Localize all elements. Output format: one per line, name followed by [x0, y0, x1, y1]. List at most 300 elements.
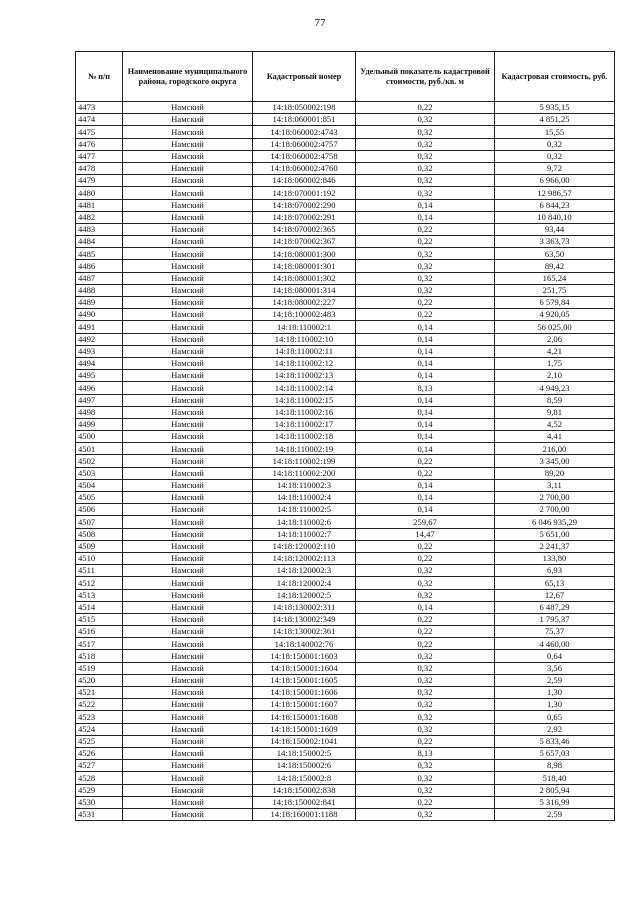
cadastral-number-cell: 14:18:080001:300 [253, 248, 356, 260]
row-number: 4500 [76, 431, 123, 443]
header-rate: Удельный показатель кадастровой стоимости, руб./кв. м [356, 52, 495, 102]
municipality-cell: Намский [123, 650, 253, 662]
rate-cell: 0,22 [356, 626, 495, 638]
table-row [76, 699, 615, 711]
rate-cell: 0,32 [356, 138, 495, 150]
municipality-cell: Намский [123, 260, 253, 272]
municipality-cell: Намский [123, 394, 253, 406]
row-number: 4528 [76, 772, 123, 784]
rate-cell: 0,22 [356, 223, 495, 235]
rate-cell: 0,32 [356, 150, 495, 162]
value-cell: 6,93 [495, 565, 615, 577]
municipality-cell: Намский [123, 418, 253, 430]
rate-cell: 0,14 [356, 431, 495, 443]
value-cell: 3,11 [495, 479, 615, 491]
value-cell: 12 986,57 [495, 187, 615, 199]
value-cell: 8,98 [495, 760, 615, 772]
cadastral-number-cell: 14:18:120002:113 [253, 552, 356, 564]
municipality-cell: Намский [123, 345, 253, 357]
municipality-cell: Намский [123, 187, 253, 199]
value-cell: 3 345,00 [495, 455, 615, 467]
rate-cell: 0,14 [356, 479, 495, 491]
row-number: 4507 [76, 516, 123, 528]
value-cell: 6 844,23 [495, 199, 615, 211]
table-row [76, 309, 615, 321]
row-number: 4506 [76, 504, 123, 516]
value-cell: 4 851,25 [495, 114, 615, 126]
row-number: 4517 [76, 638, 123, 650]
value-cell: 2 700,00 [495, 504, 615, 516]
cadastral-number-cell: 14:18:110002:14 [253, 382, 356, 394]
cadastral-number-cell: 14:18:120002:3 [253, 565, 356, 577]
cadastral-number-cell: 14:18:150001:1606 [253, 687, 356, 699]
row-number: 4473 [76, 102, 123, 114]
rate-cell: 0,32 [356, 126, 495, 138]
rate-cell: 0,32 [356, 272, 495, 284]
municipality-cell: Намский [123, 613, 253, 625]
rate-cell: 0,32 [356, 162, 495, 174]
table-body [76, 102, 615, 821]
header-num: № п/п [76, 52, 123, 102]
cadastral-number-cell: 14:18:120002:110 [253, 540, 356, 552]
cadastral-number-cell: 14:18:110002:200 [253, 467, 356, 479]
rate-cell: 0,22 [356, 796, 495, 808]
header-cadastral-number: Кадастровый номер [253, 52, 356, 102]
cadastral-number-cell: 14:18:050002:198 [253, 102, 356, 114]
rate-cell: 0,32 [356, 674, 495, 686]
row-number: 4519 [76, 662, 123, 674]
rate-cell: 0,14 [356, 199, 495, 211]
cadastral-number-cell: 14:18:140002:76 [253, 638, 356, 650]
row-number: 4522 [76, 699, 123, 711]
table-row [76, 406, 615, 418]
value-cell: 1,30 [495, 687, 615, 699]
row-number: 4523 [76, 711, 123, 723]
cadastral-number-cell: 14:18:150002:5 [253, 747, 356, 759]
value-cell: 5 657,03 [495, 747, 615, 759]
table-row [76, 638, 615, 650]
row-number: 4515 [76, 613, 123, 625]
municipality-cell: Намский [123, 772, 253, 784]
cadastral-number-cell: 14:18:080001:302 [253, 272, 356, 284]
table-row [76, 662, 615, 674]
row-number: 4504 [76, 479, 123, 491]
table-row [76, 735, 615, 747]
table-row [76, 589, 615, 601]
cadastral-number-cell: 14:18:110002:18 [253, 431, 356, 443]
row-number: 4488 [76, 284, 123, 296]
cadastral-number-cell: 14:18:150001:1607 [253, 699, 356, 711]
cadastral-number-cell: 14:18:150002:1041 [253, 735, 356, 747]
table-row [76, 162, 615, 174]
table-row [76, 711, 615, 723]
table-row [76, 126, 615, 138]
municipality-cell: Намский [123, 674, 253, 686]
table-row [76, 540, 615, 552]
rate-cell: 0,14 [356, 321, 495, 333]
municipality-cell: Намский [123, 711, 253, 723]
rate-cell: 0,32 [356, 260, 495, 272]
municipality-cell: Намский [123, 492, 253, 504]
cadastral-number-cell: 14:18:110002:17 [253, 418, 356, 430]
cadastral-number-cell: 14:18:110002:6 [253, 516, 356, 528]
municipality-cell: Намский [123, 199, 253, 211]
rate-cell: 0,32 [356, 175, 495, 187]
cadastral-number-cell: 14:18:120002:5 [253, 589, 356, 601]
cadastral-number-cell: 14:18:150001:1605 [253, 674, 356, 686]
municipality-cell: Намский [123, 272, 253, 284]
table-row [76, 187, 615, 199]
row-number: 4475 [76, 126, 123, 138]
rate-cell: 0,14 [356, 394, 495, 406]
municipality-cell: Намский [123, 162, 253, 174]
rate-cell: 0,14 [356, 504, 495, 516]
row-number: 4481 [76, 199, 123, 211]
value-cell: 2,10 [495, 370, 615, 382]
value-cell: 1 795,37 [495, 613, 615, 625]
table-row [76, 479, 615, 491]
cadastral-number-cell: 14:18:150001:1609 [253, 723, 356, 735]
table-row [76, 626, 615, 638]
value-cell: 89,20 [495, 467, 615, 479]
value-cell: 4,41 [495, 431, 615, 443]
row-number: 4485 [76, 248, 123, 260]
value-cell: 518,40 [495, 772, 615, 784]
municipality-cell: Намский [123, 467, 253, 479]
table-row [76, 223, 615, 235]
table-row [76, 297, 615, 309]
municipality-cell: Намский [123, 406, 253, 418]
table-row [76, 528, 615, 540]
value-cell: 12,67 [495, 589, 615, 601]
table-row [76, 431, 615, 443]
municipality-cell: Намский [123, 540, 253, 552]
table-row [76, 284, 615, 296]
row-number: 4477 [76, 150, 123, 162]
row-number: 4520 [76, 674, 123, 686]
value-cell: 2 700,00 [495, 492, 615, 504]
row-number: 4527 [76, 760, 123, 772]
row-number: 4508 [76, 528, 123, 540]
value-cell: 251,75 [495, 284, 615, 296]
table-row [76, 260, 615, 272]
rate-cell: 0,22 [356, 236, 495, 248]
municipality-cell: Намский [123, 248, 253, 260]
cadastral-number-cell: 14:18:110002:5 [253, 504, 356, 516]
cadastral-value-table [75, 51, 615, 821]
rate-cell: 0,32 [356, 589, 495, 601]
rate-cell: 0,22 [356, 297, 495, 309]
rate-cell: 14,47 [356, 528, 495, 540]
value-cell: 5 316,99 [495, 796, 615, 808]
cadastral-number-cell: 14:18:160001:1188 [253, 808, 356, 820]
table-row [76, 236, 615, 248]
row-number: 4495 [76, 370, 123, 382]
rate-cell: 0,14 [356, 601, 495, 613]
municipality-cell: Намский [123, 723, 253, 735]
value-cell: 1,75 [495, 357, 615, 369]
page-number: 77 [314, 17, 326, 29]
municipality-cell: Намский [123, 662, 253, 674]
rate-cell: 0,32 [356, 784, 495, 796]
cadastral-number-cell: 14:18:110002:19 [253, 443, 356, 455]
table-row [76, 601, 615, 613]
value-cell: 65,13 [495, 577, 615, 589]
rate-cell: 0,32 [356, 248, 495, 260]
table-row [76, 150, 615, 162]
row-number: 4496 [76, 382, 123, 394]
header-value: Кадастровая стоимость, руб. [495, 52, 615, 102]
value-cell: 6 046 935,29 [495, 516, 615, 528]
rate-cell: 0,32 [356, 577, 495, 589]
rate-cell: 0,14 [356, 333, 495, 345]
table-row [76, 333, 615, 345]
row-number: 4483 [76, 223, 123, 235]
municipality-cell: Намский [123, 443, 253, 455]
value-cell: 6 966,00 [495, 175, 615, 187]
row-number: 4512 [76, 577, 123, 589]
value-cell: 2,06 [495, 333, 615, 345]
cadastral-number-cell: 14:18:110002:11 [253, 345, 356, 357]
cadastral-number-cell: 14:18:110002:1 [253, 321, 356, 333]
municipality-cell: Намский [123, 760, 253, 772]
municipality-cell: Намский [123, 735, 253, 747]
rate-cell: 0,22 [356, 102, 495, 114]
row-number: 4476 [76, 138, 123, 150]
rate-cell: 0,32 [356, 699, 495, 711]
municipality-cell: Намский [123, 114, 253, 126]
value-cell: 2,92 [495, 723, 615, 735]
municipality-cell: Намский [123, 687, 253, 699]
row-number: 4503 [76, 467, 123, 479]
value-cell: 0,32 [495, 138, 615, 150]
municipality-cell: Намский [123, 382, 253, 394]
table-row [76, 321, 615, 333]
row-number: 4478 [76, 162, 123, 174]
row-number: 4479 [76, 175, 123, 187]
municipality-cell: Намский [123, 357, 253, 369]
value-cell: 4,52 [495, 418, 615, 430]
table-row [76, 211, 615, 223]
cadastral-number-cell: 14:18:150002:838 [253, 784, 356, 796]
value-cell: 9,72 [495, 162, 615, 174]
row-number: 4526 [76, 747, 123, 759]
municipality-cell: Намский [123, 516, 253, 528]
table-row [76, 370, 615, 382]
cadastral-number-cell: 14:18:150001:1608 [253, 711, 356, 723]
municipality-cell: Намский [123, 699, 253, 711]
table-row [76, 650, 615, 662]
cadastral-number-cell: 14:18:120002:4 [253, 577, 356, 589]
rate-cell: 0,32 [356, 772, 495, 784]
rate-cell: 0,32 [356, 711, 495, 723]
row-number: 4525 [76, 735, 123, 747]
value-cell: 1,30 [495, 699, 615, 711]
cadastral-number-cell: 14:18:070002:367 [253, 236, 356, 248]
value-cell: 2,59 [495, 674, 615, 686]
table-row [76, 808, 615, 820]
value-cell: 2 805,94 [495, 784, 615, 796]
municipality-cell: Намский [123, 138, 253, 150]
table-row [76, 114, 615, 126]
cadastral-number-cell: 14:18:100002:483 [253, 309, 356, 321]
row-number: 4474 [76, 114, 123, 126]
municipality-cell: Намский [123, 150, 253, 162]
table-row [76, 199, 615, 211]
rate-cell: 0,32 [356, 808, 495, 820]
municipality-cell: Намский [123, 784, 253, 796]
rate-cell: 0,32 [356, 114, 495, 126]
rate-cell: 0,14 [356, 211, 495, 223]
table-row [76, 357, 615, 369]
row-number: 4499 [76, 418, 123, 430]
cadastral-number-cell: 14:18:060002:4758 [253, 150, 356, 162]
rate-cell: 0,32 [356, 187, 495, 199]
rate-cell: 0,22 [356, 638, 495, 650]
value-cell: 0,65 [495, 711, 615, 723]
municipality-cell: Намский [123, 601, 253, 613]
row-number: 4489 [76, 297, 123, 309]
row-number: 4531 [76, 808, 123, 820]
value-cell: 10 840,10 [495, 211, 615, 223]
cadastral-number-cell: 14:18:070001:192 [253, 187, 356, 199]
rate-cell: 0,32 [356, 650, 495, 662]
cadastral-number-cell: 14:18:060002:846 [253, 175, 356, 187]
table-row [76, 674, 615, 686]
cadastral-number-cell: 14:18:130002:361 [253, 626, 356, 638]
cadastral-number-cell: 14:18:110002:4 [253, 492, 356, 504]
value-cell: 5 833,46 [495, 735, 615, 747]
cadastral-number-cell: 14:18:080001:301 [253, 260, 356, 272]
municipality-cell: Намский [123, 528, 253, 540]
row-number: 4493 [76, 345, 123, 357]
cadastral-number-cell: 14:18:150002:8 [253, 772, 356, 784]
municipality-cell: Намский [123, 504, 253, 516]
municipality-cell: Намский [123, 565, 253, 577]
rate-cell: 0,32 [356, 662, 495, 674]
municipality-cell: Намский [123, 370, 253, 382]
row-number: 4486 [76, 260, 123, 272]
value-cell: 63,50 [495, 248, 615, 260]
cadastral-number-cell: 14:18:150002:6 [253, 760, 356, 772]
municipality-cell: Намский [123, 589, 253, 601]
table-row [76, 248, 615, 260]
municipality-cell: Намский [123, 297, 253, 309]
value-cell: 0,32 [495, 150, 615, 162]
value-cell: 15,55 [495, 126, 615, 138]
value-cell: 4 920,05 [495, 309, 615, 321]
value-cell: 5 651,00 [495, 528, 615, 540]
value-cell: 3 363,73 [495, 236, 615, 248]
rate-cell: 0,22 [356, 613, 495, 625]
row-number: 4518 [76, 650, 123, 662]
value-cell: 89,42 [495, 260, 615, 272]
municipality-cell: Намский [123, 808, 253, 820]
cadastral-number-cell: 14:18:060002:4760 [253, 162, 356, 174]
table-row [76, 175, 615, 187]
row-number: 4511 [76, 565, 123, 577]
cadastral-number-cell: 14:18:080001:314 [253, 284, 356, 296]
municipality-cell: Намский [123, 747, 253, 759]
value-cell: 216,00 [495, 443, 615, 455]
table-row [76, 772, 615, 784]
rate-cell: 0,22 [356, 467, 495, 479]
table-row [76, 552, 615, 564]
cadastral-number-cell: 14:18:070002:291 [253, 211, 356, 223]
municipality-cell: Намский [123, 333, 253, 345]
municipality-cell: Намский [123, 126, 253, 138]
row-number: 4509 [76, 540, 123, 552]
cadastral-number-cell: 14:18:150001:1604 [253, 662, 356, 674]
value-cell: 165,24 [495, 272, 615, 284]
municipality-cell: Намский [123, 223, 253, 235]
table-row [76, 382, 615, 394]
cadastral-number-cell: 14:18:110002:12 [253, 357, 356, 369]
rate-cell: 0,22 [356, 735, 495, 747]
municipality-cell: Намский [123, 309, 253, 321]
municipality-cell: Намский [123, 577, 253, 589]
municipality-cell: Намский [123, 431, 253, 443]
row-number: 4491 [76, 321, 123, 333]
row-number: 4510 [76, 552, 123, 564]
value-cell: 93,44 [495, 223, 615, 235]
rate-cell: 8,13 [356, 382, 495, 394]
cadastral-number-cell: 14:18:150002:841 [253, 796, 356, 808]
value-cell: 75,37 [495, 626, 615, 638]
table-row [76, 394, 615, 406]
table-header-row [76, 52, 615, 102]
cadastral-number-cell: 14:18:110002:16 [253, 406, 356, 418]
row-number: 4529 [76, 784, 123, 796]
row-number: 4484 [76, 236, 123, 248]
row-number: 4492 [76, 333, 123, 345]
municipality-cell: Намский [123, 626, 253, 638]
value-cell: 56 025,00 [495, 321, 615, 333]
cadastral-number-cell: 14:18:130002:311 [253, 601, 356, 613]
value-cell: 6 487,29 [495, 601, 615, 613]
municipality-cell: Намский [123, 175, 253, 187]
table-row [76, 272, 615, 284]
row-number: 4516 [76, 626, 123, 638]
row-number: 4490 [76, 309, 123, 321]
municipality-cell: Намский [123, 211, 253, 223]
municipality-cell: Намский [123, 102, 253, 114]
rate-cell: 0,32 [356, 284, 495, 296]
row-number: 4514 [76, 601, 123, 613]
table-row [76, 723, 615, 735]
row-number: 4505 [76, 492, 123, 504]
cadastral-number-cell: 14:18:110002:10 [253, 333, 356, 345]
rate-cell: 0,22 [356, 540, 495, 552]
rate-cell: 8,13 [356, 747, 495, 759]
table-row [76, 687, 615, 699]
cadastral-number-cell: 14:18:080002:227 [253, 297, 356, 309]
rate-cell: 0,14 [356, 443, 495, 455]
municipality-cell: Намский [123, 479, 253, 491]
municipality-cell: Намский [123, 455, 253, 467]
rate-cell: 0,32 [356, 565, 495, 577]
row-number: 4501 [76, 443, 123, 455]
row-number: 4513 [76, 589, 123, 601]
table-row [76, 138, 615, 150]
table-row [76, 747, 615, 759]
table-row [76, 516, 615, 528]
cadastral-number-cell: 14:18:130002:349 [253, 613, 356, 625]
table-row [76, 467, 615, 479]
rate-cell: 259,67 [356, 516, 495, 528]
rate-cell: 0,14 [356, 492, 495, 504]
municipality-cell: Намский [123, 284, 253, 296]
